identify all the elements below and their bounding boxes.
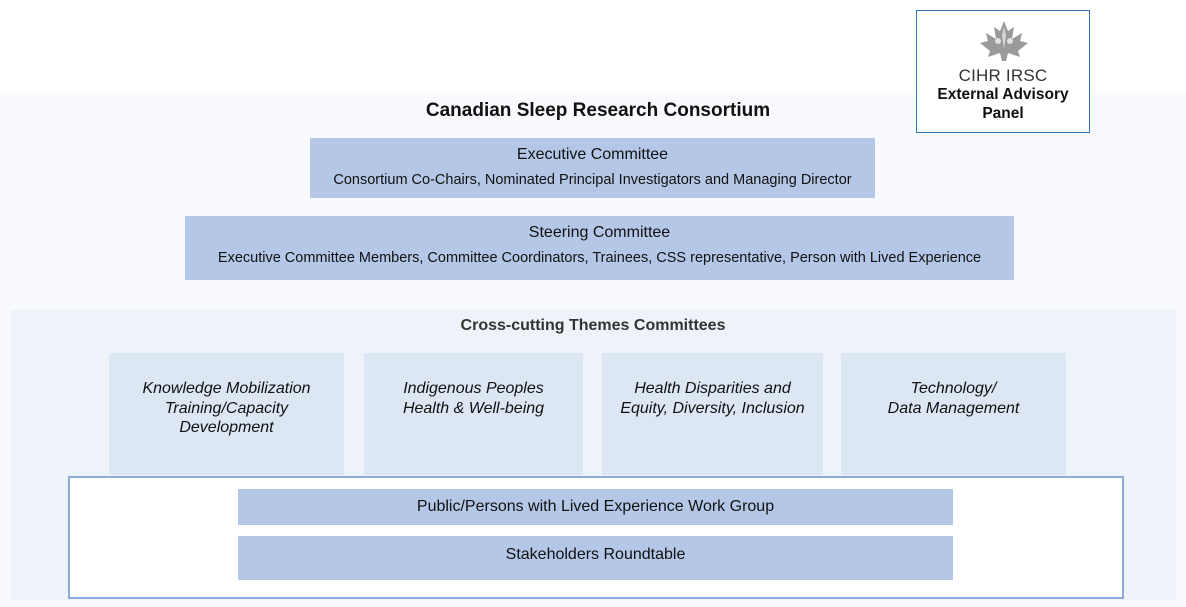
work-group-box: Public/Persons with Lived Experience Work Group	[238, 489, 953, 525]
theme-line: Technology/	[910, 380, 997, 397]
theme-line: Health & Well-being	[402, 399, 545, 417]
theme-line: Health Disparities and	[634, 380, 791, 397]
theme-line: Equity, Diversity, Inclusion	[620, 399, 805, 417]
steering-committee-box	[185, 216, 1014, 280]
theme-knowledge-mobilization	[109, 353, 344, 475]
theme-line: Knowledge Mobilization	[142, 380, 311, 397]
external-advisory-line2: Panel	[982, 105, 1024, 122]
stakeholders-roundtable-box: Stakeholders Roundtable	[238, 536, 953, 580]
theme-line: Training/Capacity	[164, 399, 289, 417]
page-title: Canadian Sleep Research Consortium	[425, 100, 771, 121]
theme-indigenous-peoples	[364, 353, 583, 475]
theme-health-disparities	[602, 353, 823, 475]
theme-line: Indigenous Peoples	[403, 380, 544, 397]
external-advisory-panel	[916, 10, 1090, 133]
executive-committee-title: Executive Committee	[516, 146, 669, 163]
theme-technology-data	[841, 353, 1066, 475]
theme-line: Development	[179, 419, 274, 436]
executive-committee-members: Consortium Co-Chairs, Nominated Principal Investigators and Managing Director	[333, 172, 852, 188]
executive-committee-box	[310, 138, 875, 198]
external-advisory-line1: External Advisory	[937, 86, 1069, 103]
external-advisory-panel-label	[917, 85, 1089, 123]
steering-committee-members: Executive Committee Members, Committee Coordinators, Trainees, CSS representative, Person with Lived Experience	[217, 250, 982, 266]
maple-leaf-logo-icon	[978, 19, 1030, 63]
theme-line: Data Management	[887, 399, 1020, 417]
steering-committee-title: Steering Committee	[528, 224, 671, 241]
cihr-irsc-label: CIHR IRSC	[958, 66, 1048, 85]
themes-title: Cross-cutting Themes Committees	[460, 317, 726, 334]
